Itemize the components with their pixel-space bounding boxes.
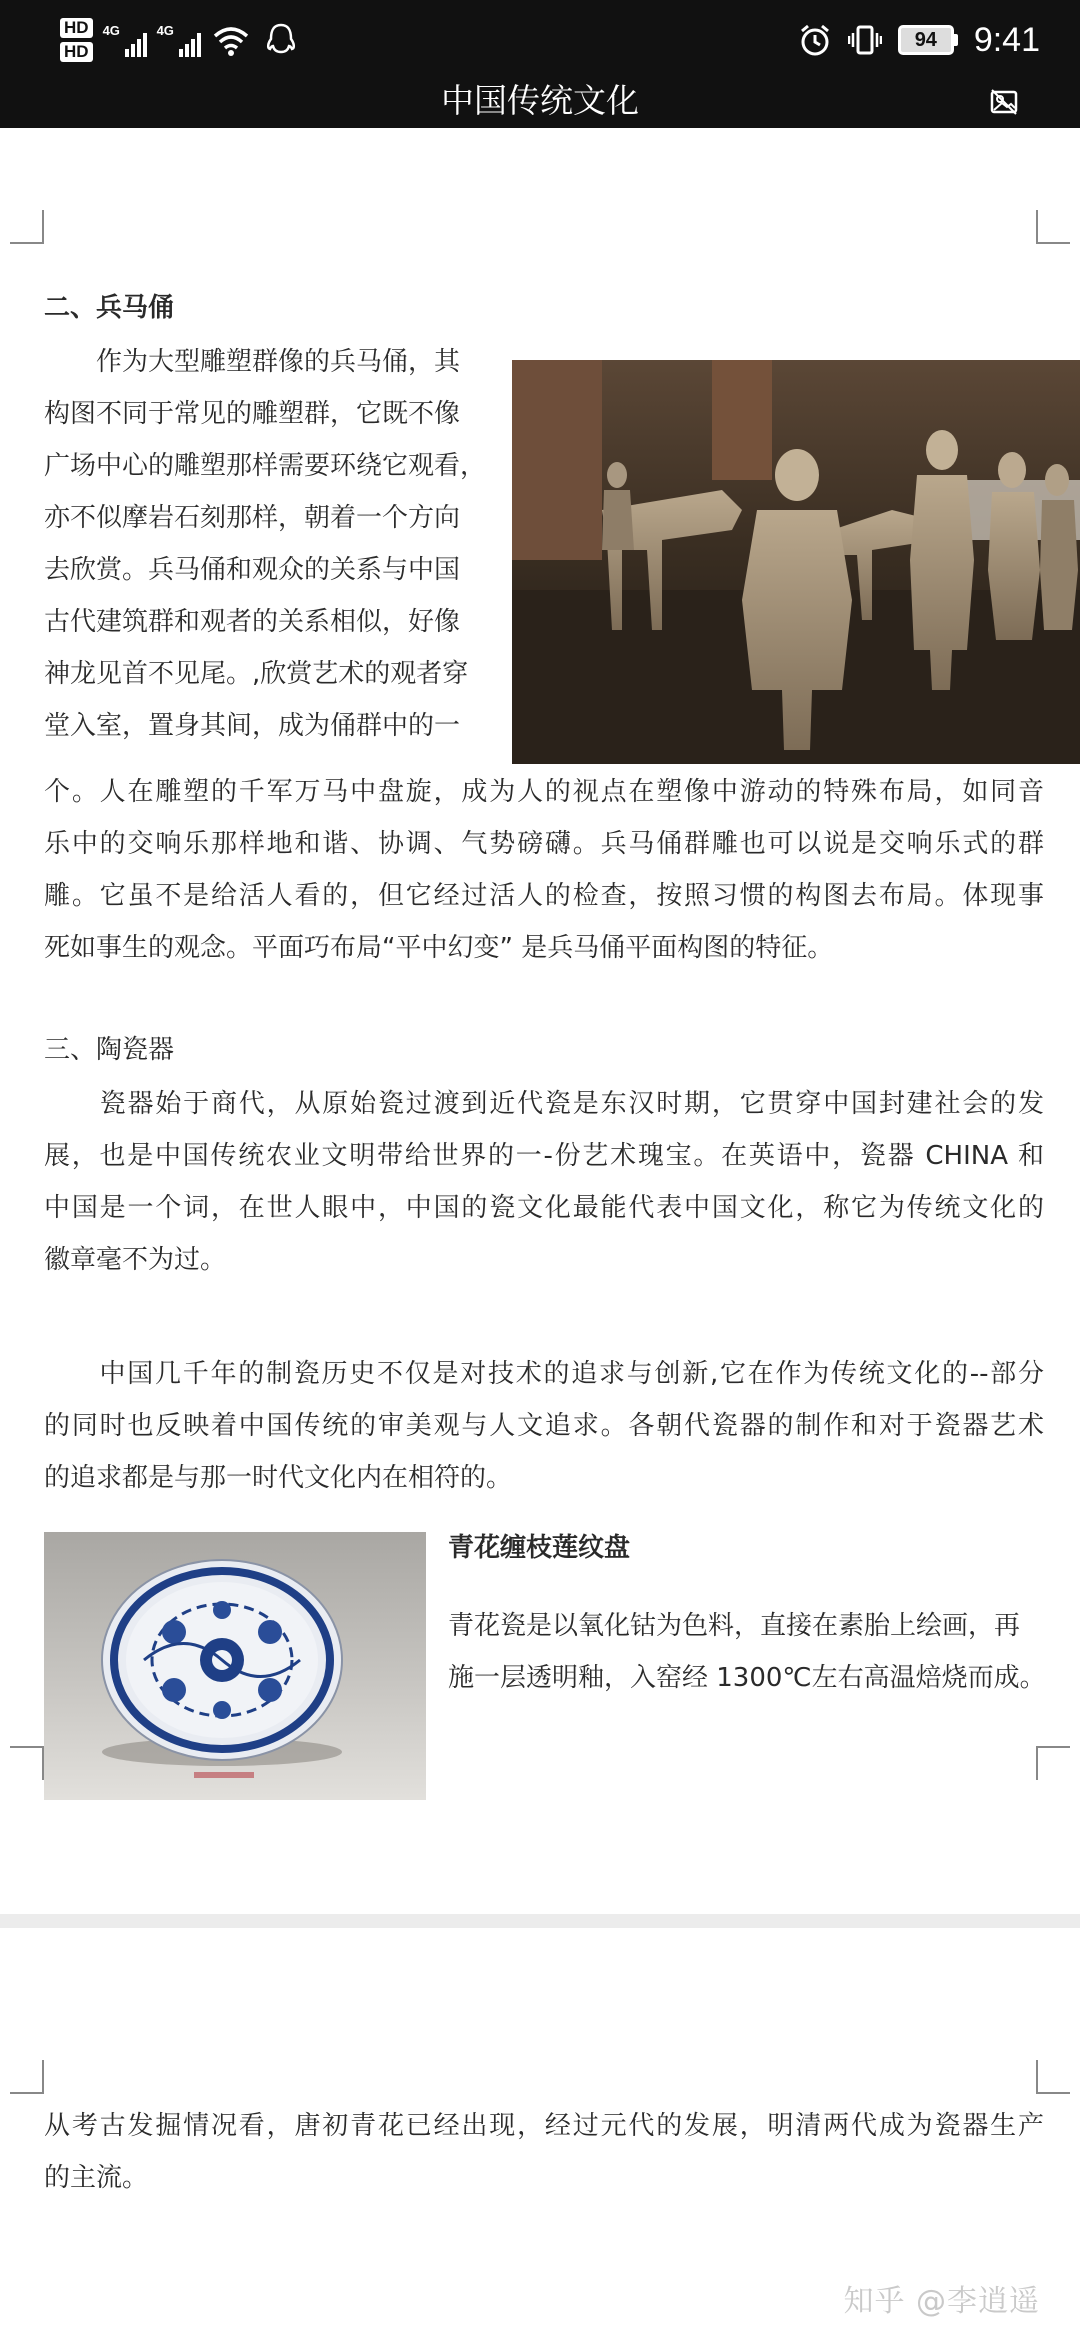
text-line: 的主流。 [44, 2163, 149, 2193]
text-line: 堂入室，置身其间，成为俑群中的一 [44, 711, 461, 741]
text-line: 瓷器始于商代，从原始瓷过渡到近代瓷是东汉时期，它贯穿中国封建社会的发 [44, 1089, 1044, 1119]
text-line: 从考古发掘情况看，唐初青花已经出现，经过元代的发展，明清两代成为瓷器生产 [44, 2111, 1044, 2141]
text-line: 古代建筑群和观者的关系相似，好像 [44, 607, 461, 637]
text-line: 死如事生的观念。平面巧布局“平中幻变” 是兵马俑平面构图的特征。 [44, 933, 834, 963]
battery-level: 94 [898, 25, 954, 55]
text-line: 个。人在雕塑的千军万马中盘旋，成为人的视点在塑像中游动的特殊布局，如同音 [44, 777, 1044, 807]
text-line: 构图不同于常见的雕塑群，它既不像 [44, 399, 461, 429]
battery-icon [898, 25, 958, 55]
image-toggle-icon[interactable] [990, 88, 1018, 116]
page-corner-mark [10, 210, 44, 244]
text-line: 乐中的交响乐那样地和谐、协调、气势磅礴。兵马俑群雕也可以说是交响乐式的群 [44, 829, 1044, 859]
alarm-icon [798, 23, 832, 57]
qq-notification-icon [261, 22, 301, 58]
text-line: 去欣赏。兵马俑和观众的关系与中国 [44, 555, 461, 585]
page-corner-mark [1036, 1746, 1070, 1780]
text-line: 的同时也反映着中国传统的审美观与人文追求。各朝代瓷器的制作和对于瓷器艺术 [44, 1411, 1044, 1441]
page-corner-mark [1036, 2060, 1070, 2094]
section-heading-ceramics: 三、陶瓷器 [44, 1035, 175, 1065]
status-right [798, 12, 1040, 68]
page-separator [0, 1914, 1080, 1928]
hd2-badge: HD [60, 42, 93, 62]
text-line: 中国几千年的制瓷历史不仅是对技术的追求与创新,它在作为传统文化的--部分 [44, 1359, 1044, 1389]
document-title: 中国传统文化 [441, 81, 639, 120]
page2-paragraph [44, 2100, 1044, 2204]
page-corner-mark [1036, 210, 1070, 244]
plate-title: 青花缠枝莲纹盘 [448, 1533, 631, 1563]
text-line: 亦不似摩岩石刻那样，朝着一个方向 [44, 503, 461, 533]
ceramics-paragraph-2 [44, 1348, 1044, 1504]
text-line: 施一层透明釉，入窑经 1300℃左右高温焙烧而成。 [448, 1663, 1046, 1693]
text-line: 展，也是中国传统农业文明带给世界的一-份艺术瑰宝。在英语中，瓷器 CHINA 和 [44, 1141, 1044, 1171]
signal-2-icon [157, 23, 201, 57]
hd-indicators [60, 18, 93, 62]
signal-2-label: 4G [156, 23, 174, 38]
text-line: 神龙见首不见尾。,欣赏艺术的观者穿 [44, 659, 469, 689]
text-line: 青花瓷是以氧化钴为色料，直接在素胎上绘画，再 [448, 1611, 1021, 1641]
signal-1-label: 4G [102, 23, 120, 38]
plate-description [448, 1600, 1058, 1704]
text-line: 广场中心的雕塑那样需要环绕它观看， [44, 451, 487, 481]
ceramics-paragraph-1 [44, 1078, 1044, 1286]
page-corner-mark [10, 1746, 44, 1780]
hd1-badge: HD [60, 18, 93, 38]
text-line: 雕。它虽不是给活人看的，但它经过活人的检查，按照习惯的构图去布局。体现事 [44, 881, 1044, 911]
vibrate-icon [848, 23, 882, 57]
wifi-icon [211, 22, 251, 58]
text-line: 作为大型雕塑群像的兵马俑，其 [44, 347, 461, 377]
blue-white-plate-image [44, 1532, 426, 1800]
signal-1-icon [103, 23, 147, 57]
terracotta-warriors-image [512, 360, 1080, 764]
status-left [60, 10, 301, 70]
top-bar [0, 0, 1080, 128]
text-line: 的追求都是与那一时代文化内在相符的。 [44, 1463, 513, 1493]
zhihu-watermark: 知乎 @李逍遥 [843, 2284, 1040, 2319]
text-line: 徽章毫不为过。 [44, 1245, 227, 1275]
terracotta-wrap-text [44, 336, 502, 752]
text-line: 中国是一个词，在世人眼中，中国的瓷文化最能代表中国文化，称它为传统文化的 [44, 1193, 1044, 1223]
section-heading-terracotta: 二、兵马俑 [44, 293, 175, 323]
page-corner-mark [10, 2060, 44, 2094]
terracotta-full-text [44, 766, 1044, 974]
clock: 9:41 [973, 20, 1040, 59]
